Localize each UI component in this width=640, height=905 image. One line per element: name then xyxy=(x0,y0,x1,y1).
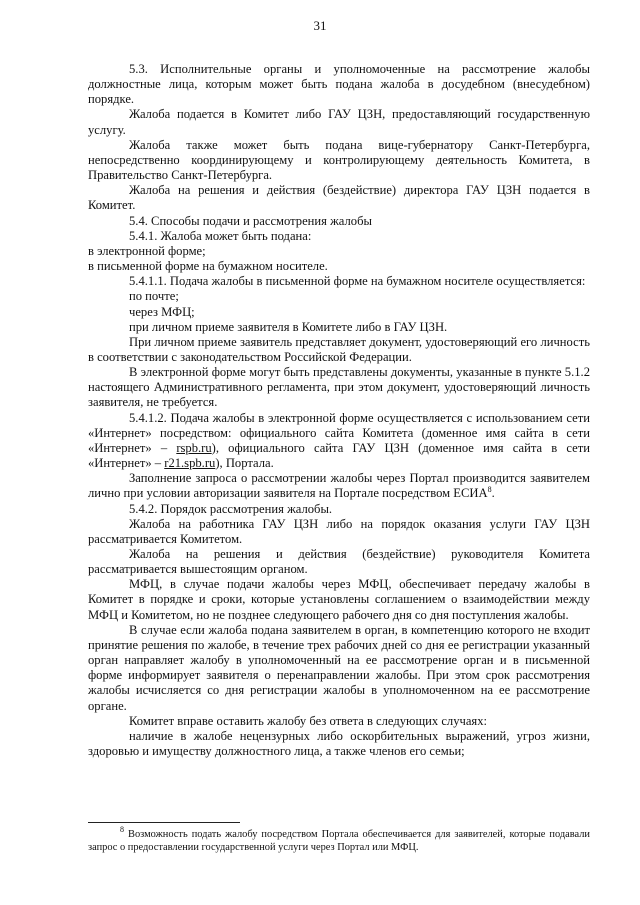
section-heading-5-4-2: 5.4.2. Порядок рассмотрения жалобы. xyxy=(129,501,333,516)
document-body xyxy=(88,62,590,759)
paragraph-internet: 5.4.1.2. Подача жалобы в электронной форме осуществляется с использованием сети «Интернет» посредством: официального сайта Комитета (доменное имя сайта в сети «Интернет» – rspb.ru), официального сайта ГАУ ЦЗН (доменное имя сайта в сети «Интернет» – r21.spb.ru), Портала. xyxy=(88,410,590,471)
paragraph-5-3: 5.3. Исполнительные органы и уполномоченные на рассмотрение жалобы должностные лица, которым может быть подана жалоба в досудебном (внесудебном) порядке. xyxy=(88,62,590,107)
paragraph: Жалоба на решения и действия (бездействие) директора ГАУ ЦЗН подается в Комитет. xyxy=(88,183,590,213)
paragraph: Жалоба на работника ГАУ ЦЗН либо на порядок оказания услуги ГАУ ЦЗН рассматривается Комитетом. xyxy=(88,516,590,546)
footnote-text: Возможность подать жалобу посредством Портала обеспечивается для заявителей, которые подавали запрос о предоставлении государственной услуги через Портал или МФЦ. xyxy=(88,829,590,853)
footnote-divider xyxy=(88,822,240,823)
paragraph: Комитет вправе оставить жалобу без ответа в следующих случаях: xyxy=(129,713,488,728)
list-item: при личном приеме заявителя в Комитете либо в ГАУ ЦЗН. xyxy=(129,319,448,334)
paragraph: наличие в жалобе нецензурных либо оскорбительных выражений, угроз жизни, здоровью и имуществу должностного лица, а также членов его семьи; xyxy=(88,728,590,759)
paragraph: Жалоба также может быть подана вице-губернатору Санкт-Петербурга, непосредственно координирующему и контролирующему деятельность Комитета, в Правительство Санкт-Петербурга. xyxy=(88,137,590,183)
section-heading-5-4: 5.4. Способы подачи и рассмотрения жалобы xyxy=(129,213,372,228)
list-item: в электронной форме; xyxy=(88,243,206,258)
footnote xyxy=(88,825,590,854)
paragraph: МФЦ, в случае подачи жалобы через МФЦ, обеспечивает передачу жалобы в Комитет в порядке и сроки, которые установлены соглашением о взаимодействии между МФЦ и Комитетом, но не позднее следующего рабочего дня со дня поступления жалобы. xyxy=(88,577,590,622)
paragraph-portal: Заполнение запроса о рассмотрении жалобы через Портал производится заявителем лично при условии авторизации заявителя на Портале посредством ЕСИА$^8$. xyxy=(88,471,590,501)
paragraph: Жалоба на решения и действия (бездействие) руководителя Комитета рассматривается вышестоящим органом. xyxy=(88,547,590,577)
paragraph: Жалоба подается в Комитет либо ГАУ ЦЗН, предоставляющий государственную услугу. xyxy=(88,107,590,137)
list-item: в письменной форме на бумажном носителе. xyxy=(88,259,328,274)
paragraph: В электронной форме могут быть представлены документы, указанные в пункте 5.1.2 настоящего Административного регламента, при этом документ, удостоверяющий личность заявителя, не требуется. xyxy=(88,365,590,410)
link-rspb[interactable]: rspb.ru xyxy=(176,440,212,455)
paragraph: 5.4.1. Жалоба может быть подана: xyxy=(129,228,312,243)
paragraph: В случае если жалоба подана заявителем в орган, в компетенцию которого не входит принятие решения по жалобе, в течение трех рабочих дней со дня ее регистрации указанный орган направляет жалобу в уполномоченный на ее рассмотрение орган и в письменной форме информирует заявителя о перенаправлении жалобы. При этом срок рассмотрения жалобы исчисляется со дня регистрации жалобы в уполномоченном на ее рассмотрение органе. xyxy=(88,622,590,713)
footnote-marker: 8 xyxy=(120,825,124,834)
paragraph: При личном приеме заявитель представляет документ, удостоверяющий его личность в соответствии с законодательством Российской Федерации. xyxy=(88,334,590,364)
list-item: по почте; xyxy=(129,289,179,304)
page-number: 31 xyxy=(313,18,327,33)
footnote-ref[interactable]: 8 xyxy=(487,485,492,495)
list-item: через МФЦ; xyxy=(129,304,195,319)
paragraph: 5.4.1.1. Подача жалобы в письменной форме на бумажном носителе осуществляется: xyxy=(129,274,586,289)
link-r21[interactable]: r21.spb.ru xyxy=(164,456,216,471)
